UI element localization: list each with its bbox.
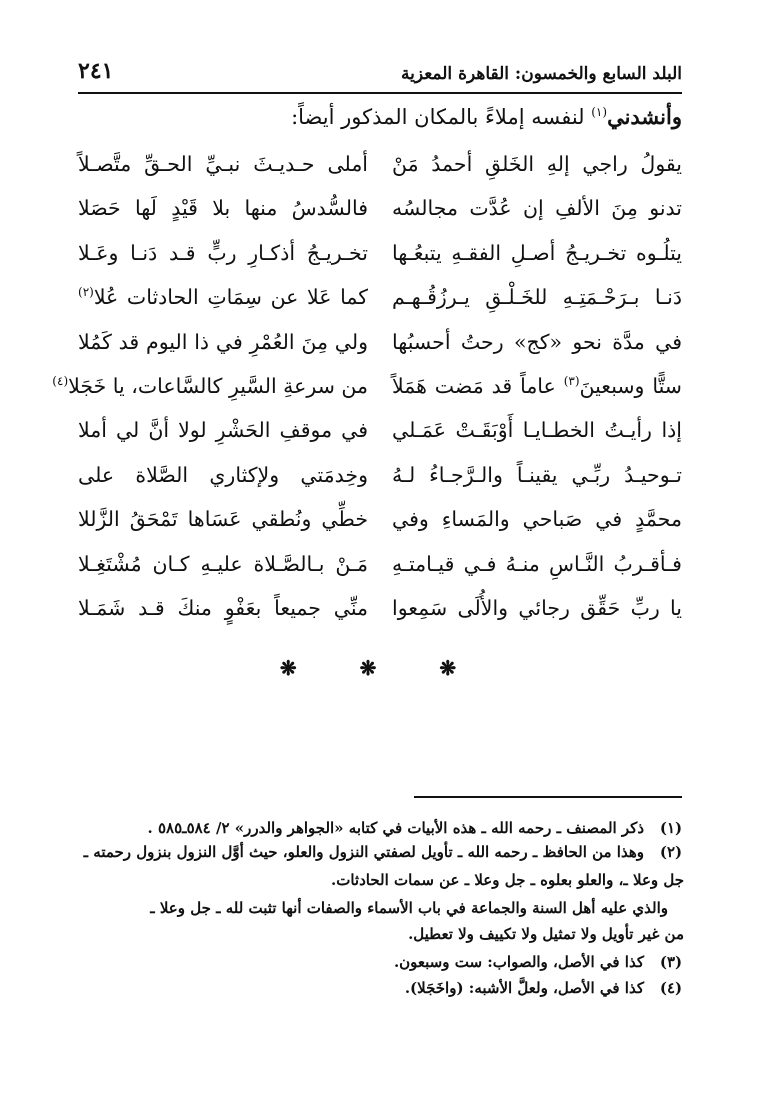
first-hemistich: تدنو مِنَ الألفِ إن عُدَّت مجالسُه [392, 196, 682, 221]
verse [78, 188, 682, 232]
footnote-number: (٤) [659, 979, 683, 997]
verse [78, 144, 682, 188]
footnote-text: والذي عليه أهل السنة والجماعة في باب الأسماء والصفات أنها تثبت لله ـ جل وعلا ـ [150, 899, 668, 917]
footnote-marker: (٣) [563, 374, 580, 389]
second-hemistich: في موقفِ الحَشْرِ لولا أنَّ لي أملا [78, 418, 368, 443]
second-hemistich: منِّي جميعاً بعَفْوٍ منكَ قـد شَمَـلا [78, 595, 368, 620]
page-number: ٢٤١ [78, 58, 114, 84]
verse [78, 410, 682, 454]
footnote-text: ذكر المصنف ـ رحمه الله ـ هذه الأبيات في كتابه «الجواهر والدرر» ٢/ ٥٨٤ـ٥٨٥ . [147, 819, 644, 837]
footnote-marker: (٤) [52, 374, 69, 389]
second-hemistich: أملى حـديـثَ نبـيِّ الحـقِّ متَّصـلاً [78, 152, 368, 176]
verse [78, 233, 682, 277]
footnote-rule [414, 796, 682, 798]
hemistich-text-tail: عاماً قد مَضت هَمَلاً [392, 373, 564, 398]
footnote [78, 976, 684, 1000]
second-hemistich: وخِدمَتي ولإكثاري الصَّلاة على [78, 462, 368, 487]
verse [78, 588, 682, 632]
intro-line [291, 104, 682, 129]
first-hemistich [392, 366, 682, 406]
footnote-text: كذا في الأصل، ولعلَّ الأشبه: (واخَجَلا). [404, 979, 644, 997]
hemistich-text: من سرعةِ السَّيرِ كالسَّاعات، يا خَجَلا [68, 373, 368, 398]
second-hemistich: فالسُّدسُ منها بلا قَيْدٍ لَها حَصَلا [78, 196, 368, 221]
intro-text: لنفسه إملاءً بالمكان المذكور أيضاً: [291, 105, 592, 129]
footnote [78, 816, 684, 840]
first-hemistich: إذا رأيـتُ الخطـايـا أَوْبَقَـتْ عَمَـلي [392, 418, 682, 443]
footnote-text: وهذا من الحافظ ـ رحمه الله ـ تأويل لصفتي النزول والعلو، حيث أوَّل النزول بنزول رحمته ـ [83, 843, 644, 861]
second-hemistich: تخـريـجُ أذكـارِ ربٍّ قـد دَنـا وعَـلا [78, 240, 368, 265]
footnote-number: (١) [659, 819, 683, 837]
second-hemistich [52, 366, 368, 406]
hemistich-text: ستًّا وسبعينَ [579, 373, 682, 398]
footnote-continuation [78, 922, 684, 946]
first-hemistich: فـأقـربُ النَّـاسِ منـهُ فـي قيـامتـهِ [392, 551, 682, 576]
footnote-text: كذا في الأصل، والصواب: ست وسبعون. [393, 953, 644, 971]
poem [52, 144, 682, 632]
footnote-marker: (١) [591, 105, 608, 119]
footnote-continuation [78, 896, 684, 920]
second-hemistich: خطِّي ونُطقي عَسَاها تَمْحَقُ الزَّللا [78, 507, 368, 532]
first-hemistich: يتلُـوه تخـريـجُ أصـلِ الفقـهِ يتبعُـها [392, 240, 682, 265]
first-hemistich: في مدَّة نحو «كج» رحتُ أحسبُها [392, 329, 682, 354]
verse [78, 455, 682, 499]
second-hemistich [78, 277, 368, 317]
first-hemistich: دَنـا بـرَحْـمَتِـهِ للخَـلْـقِ يـرزُقُـهـم [392, 285, 682, 310]
first-hemistich: يا ربِّ حَقِّق رجائي والأُلَى سَمِعوا [392, 595, 682, 620]
verse [78, 322, 682, 366]
footnote [78, 840, 684, 864]
section-separator: ❋ ❋ ❋ [279, 656, 485, 680]
verse [52, 366, 682, 410]
footnote-text: جل وعلا ـ، والعلو بعلوه ـ جل وعلا ـ عن سمات الحادثات. [331, 871, 684, 889]
footnote [78, 950, 684, 974]
second-hemistich: مَـنْ بـالصَّـلاة عليـهِ كـان مُشْتَغِـلا [78, 551, 368, 576]
footnote-number: (٢) [659, 843, 683, 861]
footnote-continuation [78, 868, 684, 892]
footnote-text: من غير تأويل ولا تمثيل ولا تكييف ولا تعطيل. [408, 925, 684, 943]
second-hemistich: ولي مِنَ العُمْرِ في ذا اليوم قد كَمُلا [78, 329, 368, 354]
intro-lead: وأنشدني [607, 104, 682, 129]
verse [78, 277, 682, 321]
first-hemistich: محمَّدٍ في صَباحي والمَساءِ وفي [392, 507, 682, 532]
page-header [78, 56, 682, 94]
footnote-number: (٣) [659, 953, 683, 971]
first-hemistich: تـوحيـدُ ربِّـي يقينـاً والـرَّجـاءُ لـهُ [392, 462, 682, 487]
footnote-marker: (٢) [78, 285, 94, 300]
first-hemistich: يقولُ راجي إلهِ الخَلقِ أحمدُ مَنْ [392, 152, 682, 176]
verse [78, 544, 682, 588]
running-head: البلد السابع والخمسون: القاهرة المعزية [401, 64, 682, 84]
verse [78, 499, 682, 543]
hemistich-text: كما عَلا عن سِمَاتِ الحادثات عُلا [93, 285, 368, 310]
